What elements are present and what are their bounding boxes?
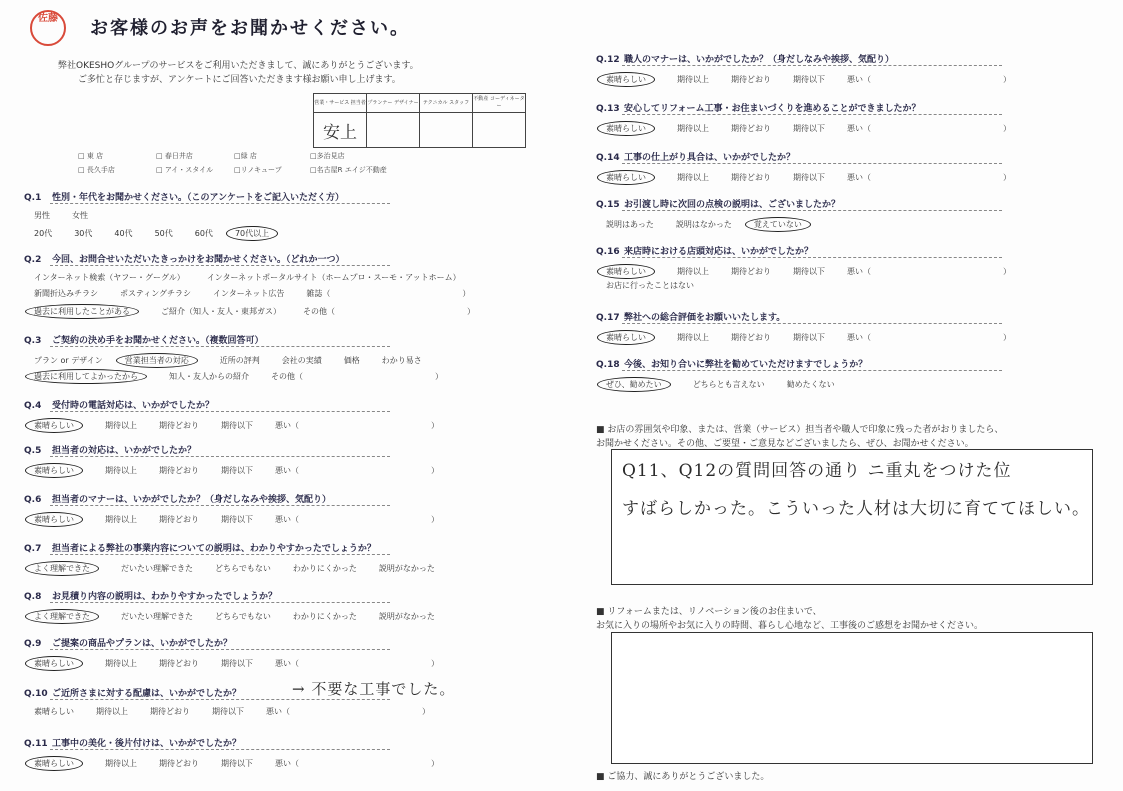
question-text: 来店時における店頭対応は、いかがでしたか？	[624, 247, 814, 257]
option-row	[34, 756, 439, 771]
question-underline	[50, 749, 390, 750]
option-selected[interactable]: 過去に利用したことがある	[25, 304, 139, 319]
option-selected[interactable]: 素晴らしい	[25, 656, 83, 671]
q10-handwritten-note: → 不要な工事でした。	[292, 680, 456, 698]
option[interactable]: ）	[1003, 75, 1011, 84]
option[interactable]: ）	[431, 466, 439, 475]
option[interactable]: 期待以上	[105, 759, 137, 768]
question-title	[596, 52, 894, 65]
option-row	[606, 280, 716, 291]
staff-name[interactable]	[367, 113, 420, 148]
option[interactable]: 期待以下	[793, 173, 825, 182]
option[interactable]: 女性	[72, 211, 88, 220]
question-text: ご契約の決め手をお聞かせください。（複数回答可）	[52, 336, 264, 346]
question-title	[596, 197, 840, 210]
option[interactable]: 悪い（	[266, 707, 290, 716]
question-text: 今回、お問合せいただいたきっかけをお聞かせください。（どれか一つ）	[52, 255, 345, 265]
option[interactable]: ）	[431, 759, 439, 768]
option-row	[34, 369, 443, 384]
question-underline	[622, 257, 1002, 258]
question-title	[24, 492, 331, 505]
option[interactable]: 知人・友人からの紹介	[169, 372, 249, 381]
question-title	[596, 101, 921, 114]
question-text: 今後、お知り合いに弊社を勧めていただけますでしょうか？	[624, 360, 868, 370]
option[interactable]: その他（	[303, 307, 335, 316]
option[interactable]: ）	[1003, 267, 1011, 276]
option[interactable]: 期待以上	[677, 124, 709, 133]
intro-line-1: 弊社OKESHOグループのサービスをご利用いただきまして、誠にありがとうございます。	[58, 61, 419, 71]
staff-table	[313, 93, 526, 148]
option[interactable]: 期待どおり	[159, 515, 199, 524]
store-checkbox[interactable]: □ 長久手店	[78, 166, 115, 174]
question-underline	[50, 505, 390, 506]
page-title: お客様のお声をお聞かせください。	[90, 18, 410, 39]
question-text: お見積り内容の説明は、わかりやすかったでしょうか？	[52, 592, 278, 602]
question-text: 担当者による弊社の事業内容についての説明は、わかりやすかったでしょうか？	[52, 544, 376, 554]
option[interactable]: 50代	[154, 229, 173, 238]
option-selected[interactable]: 素晴らしい	[597, 170, 655, 185]
option[interactable]: 20代	[34, 229, 53, 238]
option[interactable]: 60代	[194, 229, 213, 238]
option[interactable]: 男性	[34, 211, 50, 220]
option-row	[606, 264, 1011, 279]
option-selected[interactable]: 素晴らしい	[25, 463, 83, 478]
question-text: 受付時の電話対応は、いかがでしたか？	[52, 401, 215, 411]
option[interactable]: どちらとも言えない	[692, 380, 765, 389]
option[interactable]: 価格	[343, 356, 360, 365]
staff-name[interactable]	[473, 113, 526, 148]
option[interactable]: 期待以上	[677, 267, 709, 276]
option[interactable]: 悪い（	[847, 75, 871, 84]
option[interactable]: 期待以下	[793, 333, 825, 342]
option[interactable]: 期待以上	[105, 421, 137, 430]
option[interactable]: ポスティングチラシ	[120, 289, 192, 298]
option[interactable]: 期待以上	[105, 659, 137, 668]
question-text: 安心してリフォーム工事・お住まいづくりを進めることができましたか？	[624, 104, 921, 114]
store-checkbox[interactable]: □リノキューブ	[234, 166, 282, 174]
option[interactable]: 期待以上	[96, 707, 128, 716]
question-title	[24, 252, 345, 265]
store-row-2	[78, 165, 387, 175]
option[interactable]: 期待以下	[221, 421, 253, 430]
option[interactable]: ご紹介（知人・友人・東邦ガス）	[161, 307, 281, 316]
question-text: 担当者の対応は、いかがでしたか？	[52, 446, 197, 456]
option[interactable]: ）	[467, 307, 475, 316]
question-title	[24, 398, 214, 411]
option[interactable]: わかり易さ	[381, 356, 422, 365]
option[interactable]: 雑誌（	[306, 289, 331, 298]
option[interactable]: 期待どおり	[150, 707, 190, 716]
option[interactable]: ）	[431, 421, 439, 430]
option[interactable]: インターネット広告	[213, 289, 285, 298]
question-title	[24, 443, 196, 456]
option[interactable]: だいたい理解できた	[121, 564, 193, 573]
question-title	[24, 736, 241, 749]
option-selected[interactable]: 70代以上	[226, 226, 278, 241]
option-row	[34, 272, 483, 283]
question-number: Q.1	[24, 193, 42, 203]
option[interactable]: 期待以上	[677, 75, 709, 84]
option[interactable]: ）	[462, 289, 471, 298]
option[interactable]: わかりにくかった	[292, 564, 357, 573]
option[interactable]: 悪い（	[275, 759, 299, 768]
option[interactable]: 期待以下	[793, 124, 825, 133]
option[interactable]: ）	[431, 515, 439, 524]
store-checkbox[interactable]: □ 東 店	[78, 152, 104, 160]
question-underline	[50, 411, 390, 412]
question-underline	[622, 370, 1002, 371]
question-underline	[50, 602, 390, 603]
question-number: Q.10	[24, 689, 48, 699]
option-row	[34, 656, 439, 671]
question-underline	[50, 456, 390, 457]
option[interactable]: お店に行ったことはない	[606, 281, 694, 290]
question-text: 弊社への総合評価をお願いいたします。	[624, 313, 786, 323]
free-answer-box-1[interactable]	[611, 449, 1093, 585]
option[interactable]: インターネット検索（ヤフー・グーグル）	[34, 273, 185, 282]
option[interactable]: 期待以下	[221, 759, 253, 768]
option[interactable]: 期待どおり	[731, 75, 771, 84]
question-number: Q.4	[24, 401, 42, 411]
question-number: Q.2	[24, 255, 42, 265]
option[interactable]: 期待どおり	[159, 659, 199, 668]
option[interactable]: 期待どおり	[731, 124, 771, 133]
option[interactable]: 悪い（	[847, 173, 871, 182]
option[interactable]: 説明はあった	[606, 220, 654, 229]
question-title	[596, 150, 795, 163]
option[interactable]: 期待以下	[221, 659, 253, 668]
question-number: Q.5	[24, 446, 42, 456]
question-number: Q.13	[596, 104, 620, 114]
option[interactable]: 期待どおり	[731, 267, 771, 276]
option[interactable]: 悪い（	[275, 515, 299, 524]
staff-header: 不動産 コーディネーター	[473, 94, 526, 113]
staff-name[interactable]: 安上	[314, 113, 367, 148]
option[interactable]: 悪い（	[275, 466, 299, 475]
option[interactable]: 素晴らしい	[34, 707, 74, 716]
question-number: Q.14	[596, 153, 620, 163]
option[interactable]: ）	[422, 707, 430, 716]
option-selected[interactable]: 素晴らしい	[25, 512, 83, 527]
option[interactable]: 期待以上	[105, 515, 137, 524]
intro-line-2: ご多忙と存じますが、アンケートにご回答いただきます様お願い申し上げます。	[78, 75, 401, 85]
store-checkbox[interactable]: □名古屋R エイジ不動産	[310, 166, 387, 174]
question-number: Q.3	[24, 336, 42, 346]
question-title	[24, 589, 277, 602]
option[interactable]: プラン or デザイン	[34, 356, 103, 365]
option[interactable]: 悪い（	[275, 659, 299, 668]
option-row	[34, 288, 470, 299]
question-text: 担当者のマナーは、いかがでしたか？（身だしなみや挨拶、気配り）	[52, 495, 332, 505]
question-number: Q.12	[596, 55, 620, 65]
option[interactable]: わかりにくかった	[292, 612, 357, 621]
option[interactable]: 近所の評判	[219, 356, 260, 365]
option[interactable]: ）	[1003, 173, 1011, 182]
option[interactable]: 悪い（	[847, 267, 871, 276]
free-answer-1-line-1: Q11、Q12の質問回答の通り ニ重丸をつけた位	[622, 461, 1012, 481]
option[interactable]: 期待以下	[212, 707, 244, 716]
option-row	[34, 512, 439, 527]
store-checkbox[interactable]: □多治見店	[310, 152, 345, 160]
free-question-1-line-1: ■ お店の雰囲気や印象、または、営業（サービス）担当者や職人で印象に残った者がおりましたら、	[596, 425, 1004, 435]
free-question-2-line-1: ■ リフォームまたは、リノベーション後のお住まいで、	[596, 607, 822, 617]
option-row	[606, 377, 857, 392]
question-title	[24, 686, 241, 699]
question-number: Q.17	[596, 313, 620, 323]
option[interactable]: ）	[1003, 333, 1011, 342]
option[interactable]: 期待以下	[793, 75, 825, 84]
staff-header: テクニカル スタッフ	[420, 94, 473, 113]
question-title	[24, 190, 344, 203]
store-checkbox[interactable]: □ 春日井店	[156, 152, 193, 160]
option[interactable]: 期待以下	[793, 267, 825, 276]
option[interactable]: 期待以上	[677, 333, 709, 342]
question-underline	[50, 699, 390, 700]
free-question-2-line-2: お気に入りの場所やお気に入りの時間、暮らし心地など、工事後のご感想をお聞かせください。	[596, 621, 984, 631]
option[interactable]: 悪い（	[847, 124, 871, 133]
option[interactable]: ）	[431, 659, 439, 668]
free-question-1-line-2: お聞かせください。その他、ご要望・ご意見などございましたら、ぜひ、お聞かせください。	[596, 439, 974, 449]
option-selected[interactable]: 営業担当者の対応	[116, 353, 198, 368]
option[interactable]: ）	[435, 372, 443, 381]
question-underline	[50, 649, 390, 650]
option[interactable]: その他（	[271, 372, 303, 381]
question-underline	[622, 210, 1002, 211]
question-number: Q.16	[596, 247, 620, 257]
question-number: Q.9	[24, 639, 42, 649]
option-row	[606, 330, 1011, 345]
option-row	[34, 561, 457, 576]
option[interactable]: 説明はなかった	[675, 220, 732, 229]
option[interactable]: 期待以下	[221, 466, 253, 475]
store-checkbox[interactable]: □ アイ・スタイル	[156, 166, 214, 174]
option-row	[34, 463, 439, 478]
question-number: Q.8	[24, 592, 42, 602]
option-selected[interactable]: 過去に利用してよかったから	[25, 369, 147, 384]
question-underline	[50, 554, 390, 555]
option-selected[interactable]: 素晴らしい	[25, 418, 83, 433]
option-row	[34, 226, 300, 241]
footer-thanks: ■ ご協力、誠にありがとうございました。	[596, 772, 770, 782]
question-text: 職人のマナーは、いかがでしたか？（身だしなみや挨拶、気配り）	[624, 55, 895, 65]
question-number: Q.6	[24, 495, 42, 505]
option[interactable]: 期待以下	[221, 515, 253, 524]
option[interactable]: 勧めたくない	[786, 380, 835, 389]
option-selected[interactable]: ぜひ、勧めたい	[597, 377, 671, 392]
option[interactable]: インターネットポータルサイト（ホームプロ・スーモ・アットホーム）	[206, 273, 461, 282]
question-title	[596, 310, 785, 323]
option[interactable]: 期待どおり	[159, 421, 199, 430]
question-title	[24, 636, 232, 649]
option[interactable]: 40代	[114, 229, 133, 238]
option-row	[34, 609, 457, 624]
question-number: Q.7	[24, 544, 42, 554]
staff-name[interactable]	[420, 113, 473, 148]
option-row	[606, 121, 1011, 136]
option-selected[interactable]: よく理解できた	[25, 609, 99, 624]
option[interactable]: どちらでもない	[215, 612, 271, 621]
question-title	[596, 244, 813, 257]
option[interactable]: 悪い（	[847, 333, 871, 342]
option-selected[interactable]: よく理解できた	[25, 561, 99, 576]
question-underline	[622, 163, 1002, 164]
option-row	[606, 72, 1011, 87]
option[interactable]: 30代	[74, 229, 93, 238]
seal-stamp: 佐藤	[30, 10, 66, 46]
option[interactable]: 悪い（	[275, 421, 299, 430]
question-underline	[50, 265, 390, 266]
store-row-1	[78, 151, 345, 161]
option[interactable]: 期待どおり	[159, 759, 199, 768]
question-title	[596, 357, 867, 370]
question-number: Q.15	[596, 200, 620, 210]
question-underline	[622, 65, 1002, 66]
question-title	[24, 541, 376, 554]
question-underline	[622, 323, 1002, 324]
option[interactable]: 期待以上	[105, 466, 137, 475]
option[interactable]: 期待どおり	[159, 466, 199, 475]
option[interactable]: ）	[1003, 124, 1011, 133]
question-underline	[50, 346, 390, 347]
option-selected[interactable]: 素晴らしい	[597, 72, 655, 87]
question-text: 工事の仕上がり具合は、いかがでしたか？	[624, 153, 796, 163]
question-title	[24, 333, 264, 346]
question-text: お引渡し時に次回の点検の説明は、ございましたか？	[624, 200, 841, 210]
option-row	[34, 304, 475, 319]
option-row	[606, 217, 833, 232]
option[interactable]: 説明がなかった	[378, 564, 435, 573]
option-selected[interactable]: 素晴らしい	[25, 756, 83, 771]
option-row	[34, 353, 444, 368]
option[interactable]: どちらでもない	[215, 564, 271, 573]
free-answer-1-line-2: すばらしかった。こういった人材は大切に育ててほしい。	[622, 499, 1090, 519]
question-text: ご近所さまに対する配慮は、いかがでしたか？	[52, 689, 242, 699]
free-answer-box-2[interactable]	[611, 632, 1093, 764]
question-underline	[50, 203, 390, 204]
staff-header: プランナー デザイナー	[367, 94, 420, 113]
question-text: 工事中の美化・後片付けは、いかがでしたか？	[52, 739, 242, 749]
option[interactable]: 期待どおり	[731, 333, 771, 342]
question-text: 性別・年代をお聞かせください。（このアンケートをご記入いただく方）	[52, 193, 344, 203]
staff-header: 営業・サービス 担当者	[314, 94, 367, 113]
question-number: Q.11	[24, 739, 48, 749]
question-underline	[622, 114, 1002, 115]
question-text: ご提案の商品やプランは、いかがでしたか？	[52, 639, 233, 649]
option-selected[interactable]: 素晴らしい	[597, 330, 655, 345]
option[interactable]: 期待どおり	[731, 173, 771, 182]
option-row	[34, 706, 430, 717]
option-selected[interactable]: 素晴らしい	[597, 264, 655, 279]
option[interactable]: 新聞折込みチラシ	[34, 289, 98, 298]
option[interactable]: だいたい理解できた	[121, 612, 193, 621]
option-row	[34, 418, 439, 433]
option-row	[606, 170, 1011, 185]
option-row	[34, 210, 110, 221]
option-selected[interactable]: 素晴らしい	[597, 121, 655, 136]
option-selected[interactable]: 覚えていない	[745, 217, 811, 232]
question-number: Q.18	[596, 360, 620, 370]
option[interactable]: 説明がなかった	[378, 612, 435, 621]
option[interactable]: 期待以上	[677, 173, 709, 182]
store-checkbox[interactable]: □緑 店	[234, 152, 257, 160]
option[interactable]: 会社の実績	[281, 356, 322, 365]
